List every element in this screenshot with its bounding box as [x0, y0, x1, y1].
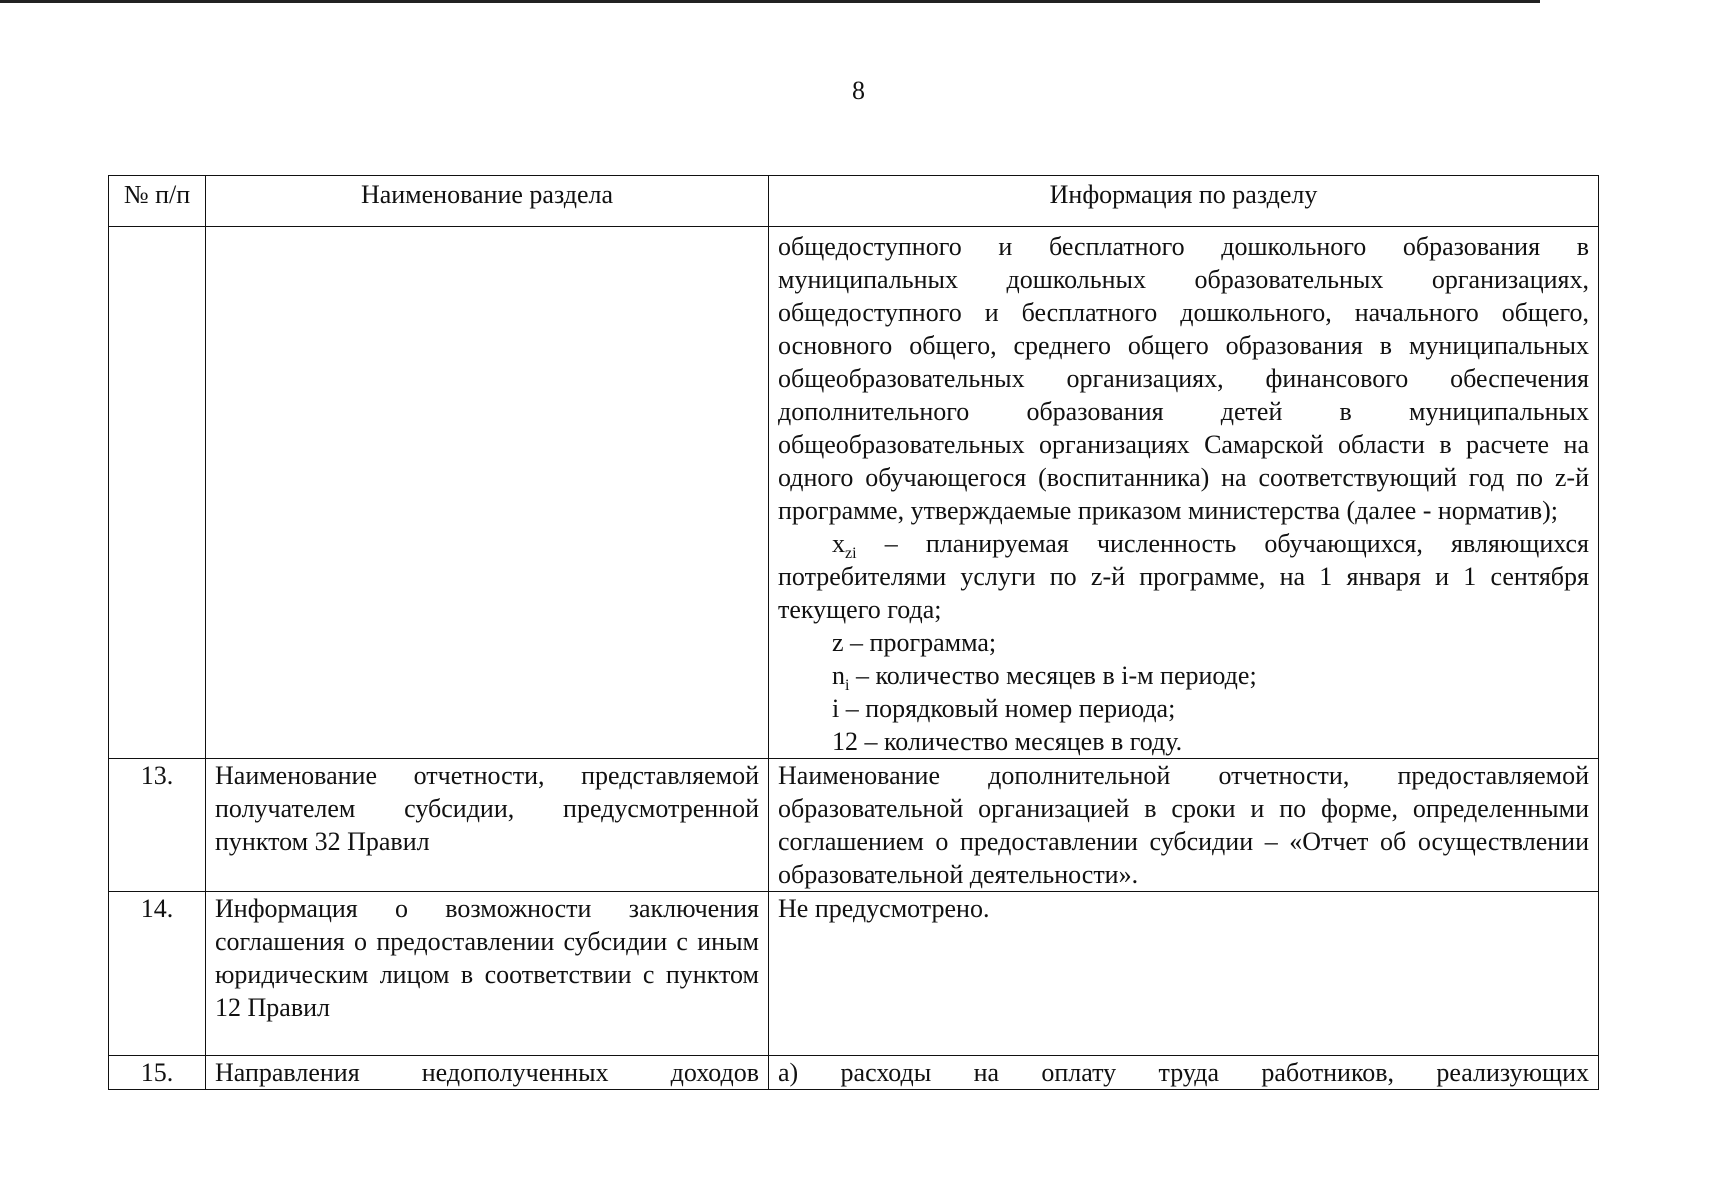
- cell-info: Не предусмотрено.: [769, 892, 1599, 1056]
- symbol-x: x: [832, 529, 845, 558]
- definition-12: 12 – количество месяцев в году.: [832, 727, 1183, 756]
- cell-num: 13.: [109, 759, 206, 892]
- table-header-row: [109, 176, 1599, 227]
- sections-table: [108, 175, 1599, 1090]
- page-number: 8: [852, 76, 865, 105]
- info-paragraph: общедоступного и бесплатного дошкольного образования в муниципальных дошкольных образовательных организациях, общедоступного и бесплатного дошкольного, начального общего, основного общего, среднего общего образования в муниципальных общеобразовательных организациях, финансового обеспечения дополнительного образования детей в муниципальных общеобразовательных организациях Самарской области в расчете на одного обучающегося (воспитанника) на соответствующий год по z-й программе, утверждаемые приказом министерства (далее - норматив);: [778, 232, 1589, 525]
- symbol-x-subscript: zi: [845, 545, 857, 563]
- definition-x: [778, 527, 1589, 626]
- table-row-13: [109, 759, 1599, 892]
- header-name: Наименование раздела: [206, 176, 769, 227]
- cell-num: 14.: [109, 892, 206, 1056]
- header-num: № п/п: [109, 176, 206, 227]
- cell-num: 15.: [109, 1056, 206, 1090]
- definition-i: i – порядковый номер периода;: [832, 694, 1176, 723]
- cell-num: [109, 227, 206, 759]
- definition-x-text: – планируемая численность обучающихся, являющихся потребителями услуги по z-й программе, на 1 января и 1 сентября текущего года;: [778, 529, 1589, 624]
- cell-info: Наименование дополнительной отчетности, предоставляемой образовательной организацией в сроки и по форме, определенными соглашением о предоставлении субсидии – «Отчет об осуществлении образовательной деятельности».: [769, 759, 1599, 892]
- cell-name: [206, 227, 769, 759]
- definition-n-text: – количество месяцев в i-м периоде;: [849, 661, 1257, 690]
- cell-name: Информация о возможности заключения соглашения о предоставлении субсидии с иным юридическим лицом в соответствии с пунктом 12 Правил: [206, 892, 769, 1056]
- cell-name: Наименование отчетности, представляемой получателем субсидии, предусмотренной пунктом 32 Правил: [206, 759, 769, 892]
- symbol-n-subscript: i: [845, 677, 850, 695]
- table-row-15: [109, 1056, 1599, 1090]
- cell-name: Направления недополученных доходов: [206, 1056, 769, 1090]
- symbol-n: n: [832, 661, 845, 690]
- cell-info: а) расходы на оплату труда работников, реализующих: [769, 1056, 1599, 1090]
- definition-n: [778, 659, 1589, 695]
- table-row-continuation: [109, 227, 1599, 759]
- cell-info: [769, 227, 1599, 759]
- header-info: Информация по разделу: [769, 176, 1599, 227]
- table-row-14: [109, 892, 1599, 1056]
- definition-z: z – программа;: [832, 628, 997, 657]
- top-border-line: [0, 0, 1540, 3]
